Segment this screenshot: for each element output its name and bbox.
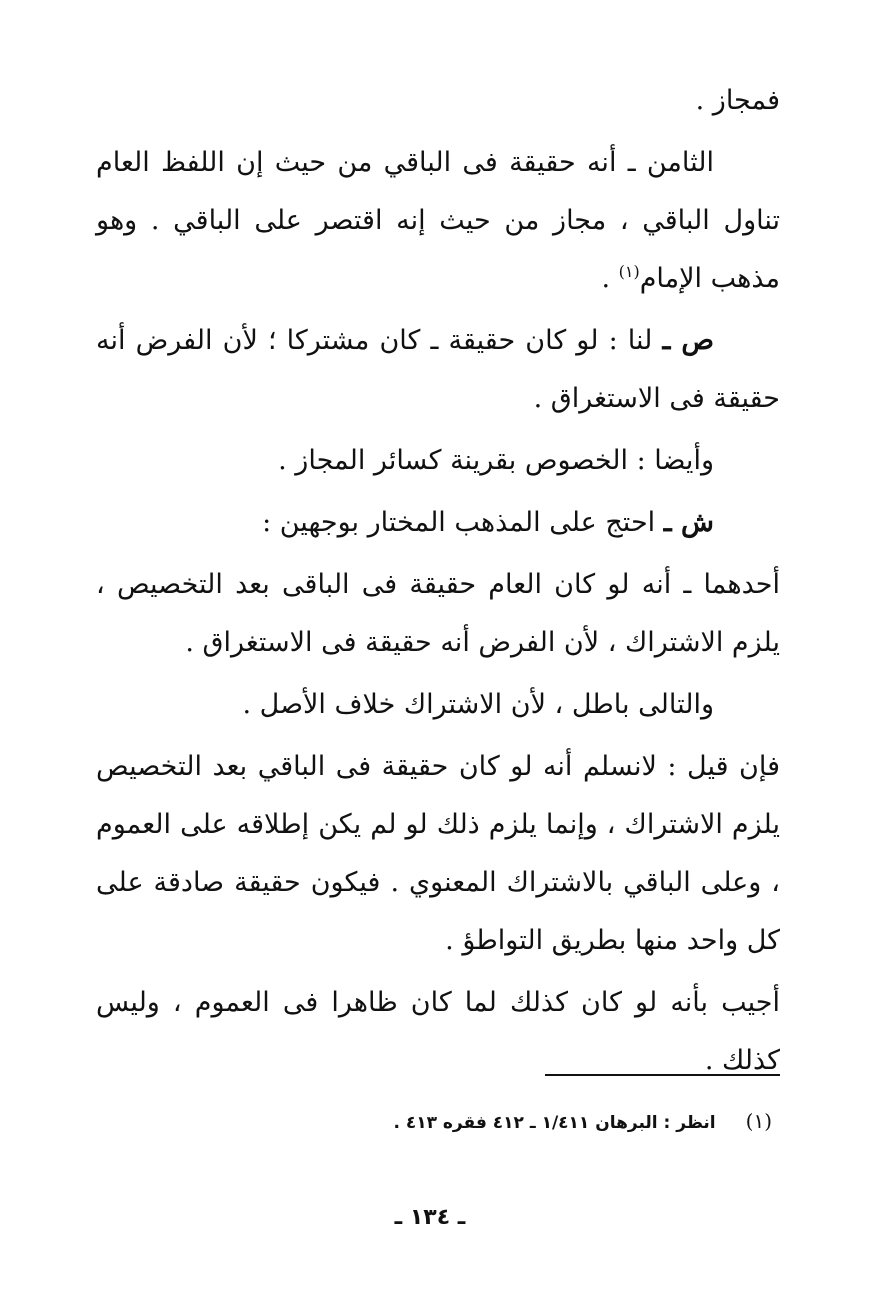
main-text: [96, 72, 780, 1094]
paragraph-5-text: احتج على المذهب المختار بوجهين :: [262, 507, 664, 538]
commentary-marker-shin: ش ـ: [663, 507, 714, 538]
footnote-divider: [545, 1074, 780, 1076]
footnote-reference: (١): [618, 262, 640, 281]
text-marker-sad: ص ـ: [662, 325, 715, 356]
paragraph-2: [96, 134, 780, 308]
paragraph-9: أجيب بأنه لو كان كذلك لما كان ظاهرا فى العموم ، وليس كذلك .: [96, 987, 780, 1076]
paragraph-6: أحدهما ـ أنه لو كان العام حقيقة فى الباقى بعد التخصيص ، يلزم الاشتراك ، لأن الفرض أنه حقيقة فى الاستغراق .: [96, 569, 780, 658]
paragraph-2-text: الثامن ـ أنه حقيقة فى الباقي من حيث إن اللفظ العام تناول الباقي ، مجاز من حيث إنه اقتصر على الباقي . وهو مذهب الإمام: [96, 147, 780, 294]
paragraph-4: وأيضا : الخصوص بقرينة كسائر المجاز .: [278, 445, 714, 476]
paragraph-3-text: لنا : لو كان حقيقة ـ كان مشتركا ؛ لأن الفرض أنه حقيقة فى الاستغراق .: [96, 325, 780, 414]
paragraph-2-end: .: [601, 263, 619, 294]
paragraph-1: فمجاز .: [695, 85, 780, 116]
footnote-number: (١): [745, 1109, 772, 1133]
paragraph-8: فإن قيل : لانسلم أنه لو كان حقيقة فى الباقي بعد التخصيص يلزم الاشتراك ، وإنما يلزم ذلك لو لم يكن إطلاقه على العموم ، وعلى الباقي بالاشتراك المعنوي . فيكون حقيقة صادقة على كل واحد منها بطريق التواطؤ .: [96, 751, 780, 956]
footnote-text: انظر : البرهان ١/٤١١ ـ ٤١٢ فقره ٤١٣ .: [393, 1113, 716, 1133]
footnote: [300, 1106, 772, 1138]
page-number: ـ ١٣٤ ـ: [394, 1205, 466, 1230]
paragraph-5: [96, 494, 780, 552]
paragraph-7: والتالى باطل ، لأن الاشتراك خلاف الأصل .: [242, 689, 714, 720]
paragraph-3: [96, 312, 780, 428]
